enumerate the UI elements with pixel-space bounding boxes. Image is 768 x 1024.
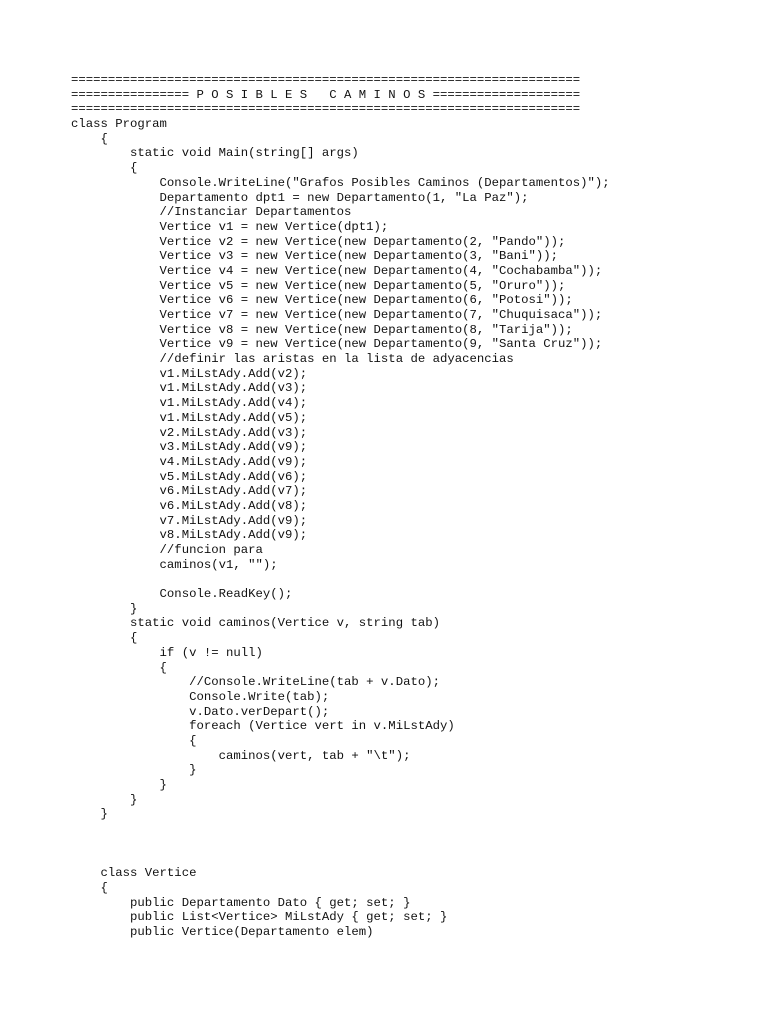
code-line: caminos(vert, tab + "\t"); [71,748,411,763]
code-line: Console.WriteLine("Grafos Posibles Caminos (Departamentos)"); [71,175,610,190]
code-line: v5.MiLstAdy.Add(v6); [71,469,308,484]
code-line [71,837,768,852]
code-line: Vertice v5 = new Vertice(new Departamento(5, "Oruro")); [71,278,566,293]
code-line: { [71,131,108,146]
code-line: v6.MiLstAdy.Add(v8); [71,498,308,513]
code-line: Vertice v2 = new Vertice(new Departamento(2, "Pando")); [71,234,566,249]
code-line: static void Main(string[] args) [71,146,359,161]
code-line: } [71,792,138,807]
code-line: if (v != null) [71,645,263,660]
code-line: v7.MiLstAdy.Add(v9); [71,513,308,528]
code-line: public Vertice(Departamento elem) [71,924,374,939]
code-line [71,851,768,866]
code-line: //Instanciar Departamentos [71,205,352,220]
code-line: { [71,733,197,748]
code-line: Vertice v6 = new Vertice(new Departamento(6, "Potosi")); [71,293,573,308]
code-line: { [71,660,167,675]
code-line: Console.ReadKey(); [71,587,293,602]
code-line: v6.MiLstAdy.Add(v7); [71,484,308,499]
code-line: v3.MiLstAdy.Add(v9); [71,440,308,455]
code-line: v1.MiLstAdy.Add(v2); [71,366,308,381]
code-line: Vertice v8 = new Vertice(new Departamento(8, "Tarija")); [71,322,573,337]
code-line: v4.MiLstAdy.Add(v9); [71,454,308,469]
code-line: { [71,631,138,646]
code-line: Vertice v9 = new Vertice(new Departamento(9, "Santa Cruz")); [71,337,603,352]
code-line: v1.MiLstAdy.Add(v4); [71,396,308,411]
code-line: caminos(v1, ""); [71,557,278,572]
code-line [71,822,768,837]
code-line: Vertice v1 = new Vertice(dpt1); [71,219,389,234]
code-line: v1.MiLstAdy.Add(v3); [71,381,308,396]
code-line: public List<Vertice> MiLstAdy { get; set; } [71,910,448,925]
code-document [71,73,768,940]
code-line: ===================================================================== [71,73,581,87]
code-line: class Vertice [71,866,197,881]
code-line [71,572,768,587]
code-line: Vertice v4 = new Vertice(new Departamento(4, "Cochabamba")); [71,263,603,278]
code-line: v2.MiLstAdy.Add(v3); [71,425,308,440]
code-line: v1.MiLstAdy.Add(v5); [71,410,308,425]
code-line: //Console.WriteLine(tab + v.Dato); [71,675,440,690]
code-line: public Departamento Dato { get; set; } [71,895,411,910]
code-line: } [71,778,167,792]
code-line: } [71,763,197,778]
code-line: Departamento dpt1 = new Departamento(1, "La Paz"); [71,190,529,205]
code-line: } [71,807,108,822]
code-line: { [71,880,108,895]
code-line: //definir las aristas en la lista de adyacencias [71,352,514,367]
code-line: Vertice v3 = new Vertice(new Departamento(3, "Bani")); [71,249,559,264]
code-line: Vertice v7 = new Vertice(new Departamento(7, "Chuquisaca")); [71,308,603,322]
code-line: v.Dato.verDepart(); [71,704,330,719]
code-line: //funcion para [71,543,263,557]
code-line: foreach (Vertice vert in v.MiLstAdy) [71,719,455,734]
code-line: ================ P O S I B L E S C A M I N O S ==================== [71,87,581,102]
code-line: } [71,601,138,616]
code-line: ===================================================================== [71,102,581,117]
code-line: static void caminos(Vertice v, string tab) [71,616,440,631]
code-line: v8.MiLstAdy.Add(v9); [71,528,308,543]
code-line: class Program [71,117,167,132]
code-line: Console.Write(tab); [71,689,330,704]
code-line: { [71,161,138,176]
